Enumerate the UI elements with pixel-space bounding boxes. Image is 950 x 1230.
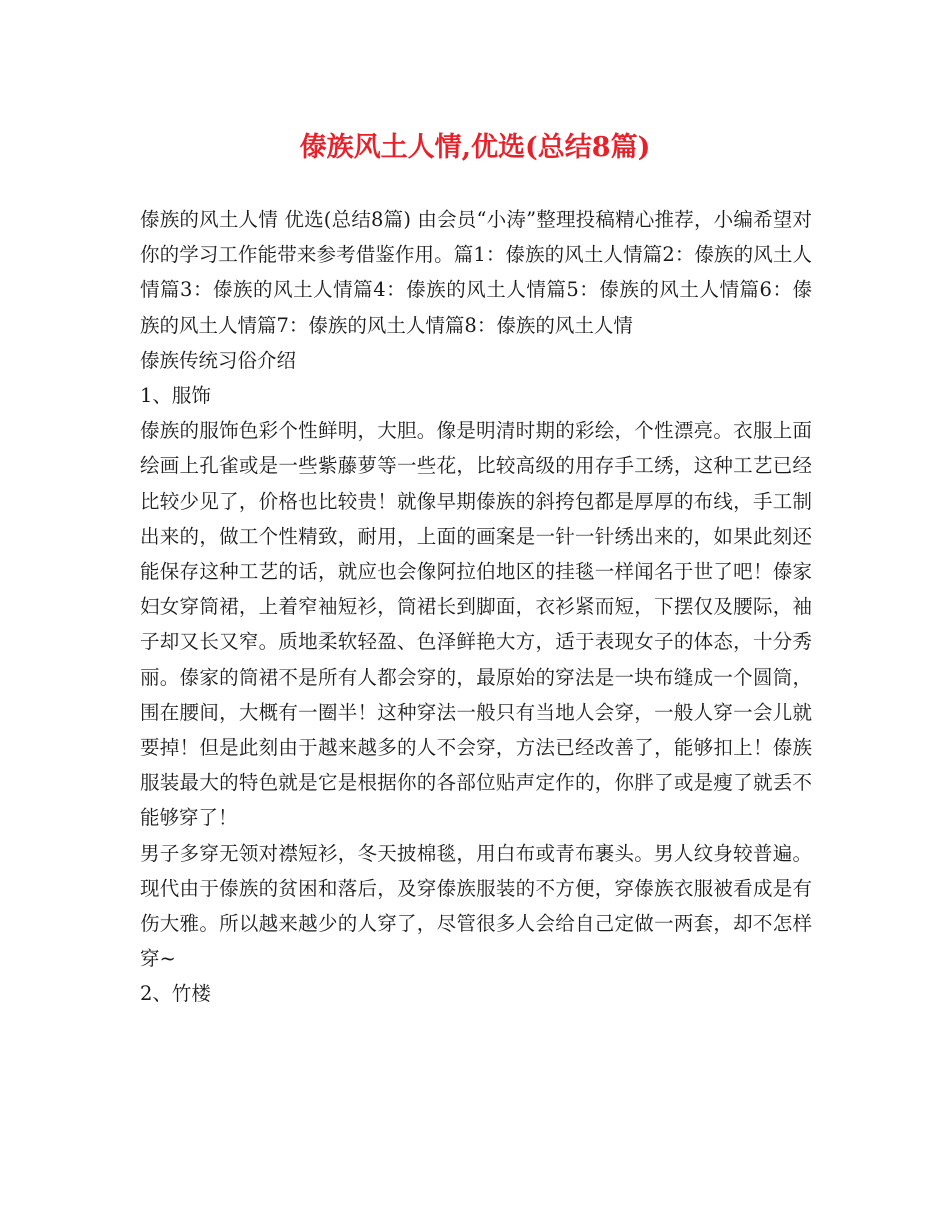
document-title: 傣族风土人情,优选(总结8篇)	[299, 132, 651, 163]
section-heading-customs: 傣族传统习俗介绍	[140, 348, 297, 372]
intro-paragraph: 傣族的风土人情 优选(总结8篇) 由会员“小涛”整理投稿精心推荐，小编希望对你的学习工作能带来参考借鉴作用。篇1：傣族的风土人情篇2：傣族的风土人情篇3：傣族的风土人情篇4：傣族的风土人情篇5：傣族的风土人情篇6：傣族的风土人情篇7：傣族的风土人情篇8：傣族的风土人情	[140, 208, 812, 337]
section-heading-clothing: 1、服饰	[140, 384, 211, 408]
clothing-paragraph-women: 傣族的服饰色彩个性鲜明，大胆。像是明清时期的彩绘，个性漂亮。衣服上面绘画上孔雀或是一些紫藤萝等一些花，比较高级的用存手工绣，这种工艺已经比较少见了，价格也比较贵！就像早期傣族的斜挎包都是厚厚的布线，手工制出来的，做工个性精致，耐用，上面的画案是一针一针绣出来的，如果此刻还能保存这种工艺的话，就应也会像阿拉伯地区的挂毯一样闻名于世了吧！傣家妇女穿筒裙，上着窄袖短衫，筒裙长到脚面，衣衫紧而短，下摆仅及腰际，袖子却又长又窄。质地柔软轻盈、色泽鲜艳大方，适于表现女子的体态，十分秀丽。傣家的筒裙不是所有人都会穿的，最原始的穿法是一块布缝成一个圆筒，围在腰间，大概有一圈半！这种穿法一般只有当地人会穿，一般人穿一会儿就要掉！但是此刻由于越来越多的人不会穿，方法已经改善了，能够扣上！傣族服装最大的特色就是它是根据你的各部位贴声定作的，你胖了或是瘦了就丢不能够穿了！	[140, 419, 812, 830]
document-body	[140, 202, 812, 1012]
clothing-paragraph-men: 男子多穿无领对襟短衫，冬天披棉毯，用白布或青布裹头。男人纹身较普遍。现代由于傣族的贫困和落后，及穿傣族服装的不方便，穿傣族衣服被看成是有伤大雅。所以越来越少的人穿了，尽管很多人会给自己定做一两套，却不怎样穿~	[140, 841, 812, 971]
section-heading-bamboo-house: 2、竹楼	[140, 982, 211, 1006]
